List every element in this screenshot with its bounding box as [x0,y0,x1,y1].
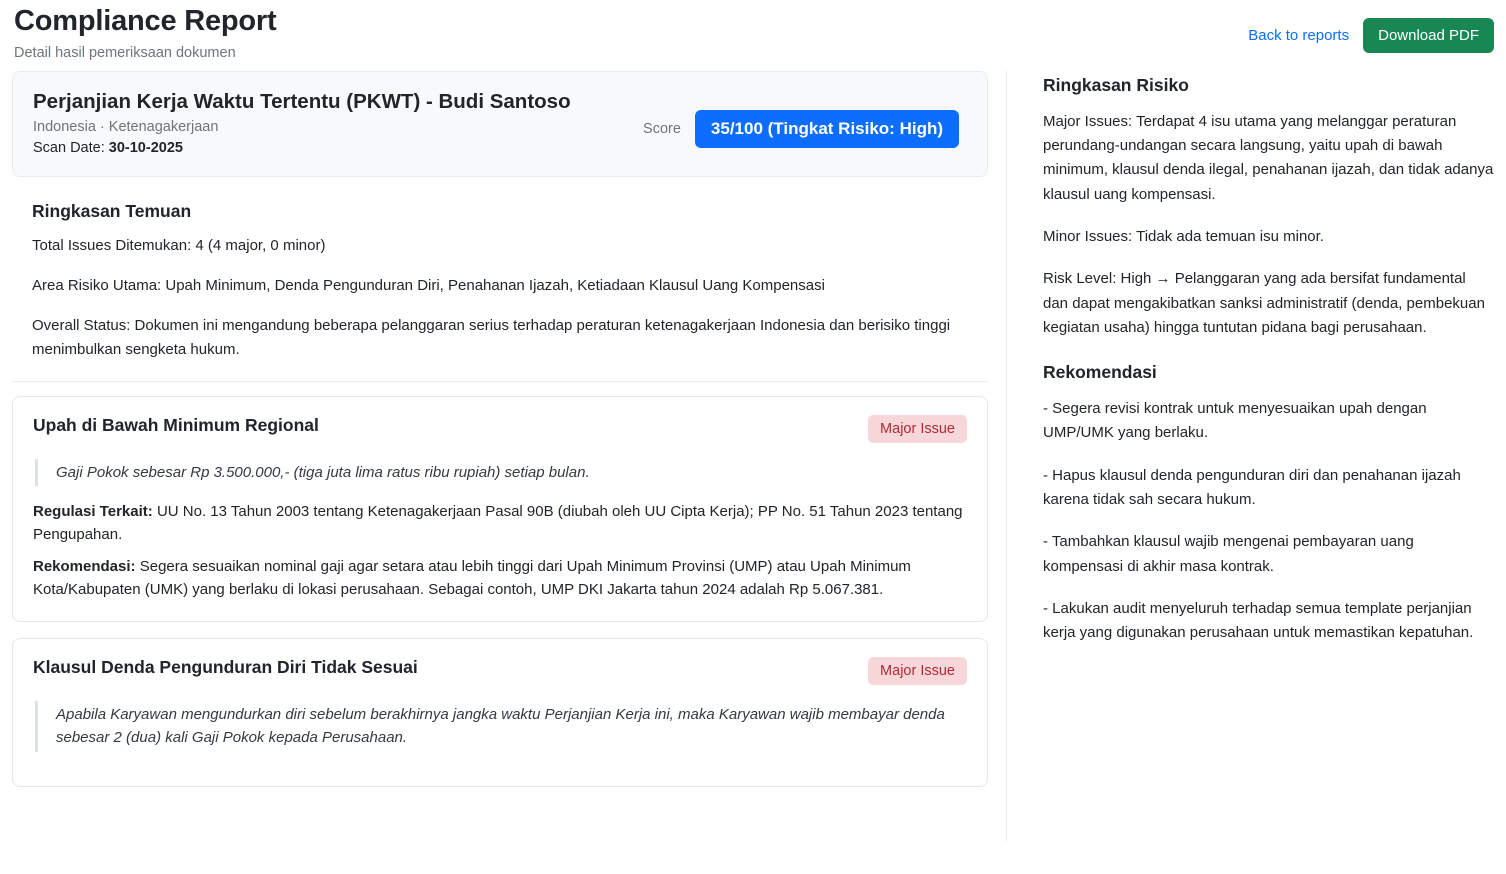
scan-date-value: 30-10-2025 [108,139,183,156]
risk-sidebar [1006,71,1494,841]
page-subtitle: Detail hasil pemeriksaan dokumen [14,44,236,61]
back-to-reports-link[interactable]: Back to reports [1248,27,1350,44]
header-actions [1248,4,1494,53]
issue-regulation [33,500,967,547]
recommendation-item: - Tambahkan klausul wajib mengenai pembayaran uang kompensasi di akhir masa kontrak. [1043,533,1414,575]
risk-major-issues: Major Issues: Terdapat 4 isu utama yang melanggar peraturan perundang-undangan secara langsung, yaitu upah di bawah minimum, klausul denda ilegal, penahanan ijazah, dan tidak adanya klausul uang kompensasi. [1043,112,1494,203]
score-area [643,90,967,148]
issue-quote: Apabila Karyawan mengundurkan diri sebelum berakhirnya jangka waktu Perjanjian Kerja ini, maka Karyawan wajib membayar denda sebesar 2 (dua) kali Gaji Pokok kepada Perusahaan. [35,701,967,752]
page-header [12,0,1494,71]
issue-card [12,638,988,787]
risk-minor-issues: Minor Issues: Tidak ada temuan isu minor. [1043,227,1324,245]
status-badge: Major Issue [868,415,967,443]
issue-title: Upah di Bawah Minimum Regional [33,414,319,435]
status-badge: Major Issue [868,657,967,685]
document-scan-date [33,140,571,156]
score-label: Score [643,120,681,137]
recommendations-title: Rekomendasi [1043,362,1157,383]
issue-regulation-text: UU No. 13 Tahun 2003 tentang Ketenagakerjaan Pasal 90B (diubah oleh UU Cipta Kerja); PP No. 51 Tahun 2023 tentang Pengupahan. [33,503,963,544]
report-layout [12,71,1494,841]
recommendation-item: - Segera revisi kontrak untuk menyesuaikan upah dengan UMP/UMK yang berlaku. [1043,400,1427,442]
document-title: Perjanjian Kerja Waktu Tertentu (PKWT) - Budi Santoso [33,89,571,113]
header-titles [12,4,276,61]
findings-summary-section [12,185,988,382]
findings-overall-status: Overall Status: Dokumen ini mengandung beberapa pelanggaran serius terhadap peraturan ketenagakerjaan Indonesia dan berisiko tinggi menimbulkan sengketa hukum. [32,317,951,358]
risk-level: Risk Level: High → Pelanggaran yang ada bersifat fundamental dan dapat mengakibatkan sanksi administratif (denda, pembekuan kegiatan usaha) hingga tuntutan pidana bagi perusahaan. [1043,270,1485,336]
issue-card [12,396,988,622]
issue-recommendation [33,555,967,602]
page-title: Compliance Report [14,5,277,37]
document-info [33,90,571,156]
issue-header [33,415,967,443]
document-meta: Indonesia · Ketenagakerjaan [33,118,219,135]
scan-date-label: Scan Date: [33,139,105,156]
report-main-column [12,71,988,803]
issue-regulation-label: Regulasi Terkait: [33,503,153,521]
score-badge: 35/100 (Tingkat Risiko: High) [695,110,959,148]
issue-recommendation-label: Rekomendasi: [33,557,136,575]
document-summary-card [12,71,988,177]
recommendation-item: - Lakukan audit menyeluruh terhadap semua template perjanjian kerja yang digunakan perusahaan untuk memastikan kepatuhan. [1043,599,1474,642]
findings-risk-areas: Area Risiko Utama: Upah Minimum, Denda Pengunduran Diri, Penahanan Ijazah, Ketiadaan Klausul Uang Kompensasi [32,277,825,295]
findings-title: Ringkasan Temuan [32,200,192,221]
download-pdf-button[interactable]: Download PDF [1363,18,1494,53]
issue-recommendation-text: Segera sesuaikan nominal gaji agar setara atau lebih tinggi dari Upah Minimum Provinsi (UMP) atau Upah Minimum Kota/Kabupaten (UMK) yang berlaku di lokasi perusahaan. Sebagai contoh, UMP DKI Jakarta tahun 2024 adalah Rp 5.067.381. [33,557,911,598]
spacer [12,382,988,396]
risk-summary-title: Ringkasan Risiko [1043,74,1189,95]
recommendation-item: - Hapus klausul denda pengunduran diri dan penahanan ijazah karena tidak sah secara hukum. [1043,466,1461,509]
issue-quote: Gaji Pokok sebesar Rp 3.500.000,- (tiga juta lima ratus ribu rupiah) setiap bulan. [35,459,967,486]
issue-header [33,657,967,685]
findings-total-issues: Total Issues Ditemukan: 4 (4 major, 0 minor) [32,236,326,254]
issue-title: Klausul Denda Pengunduran Diri Tidak Sesuai [33,657,418,678]
